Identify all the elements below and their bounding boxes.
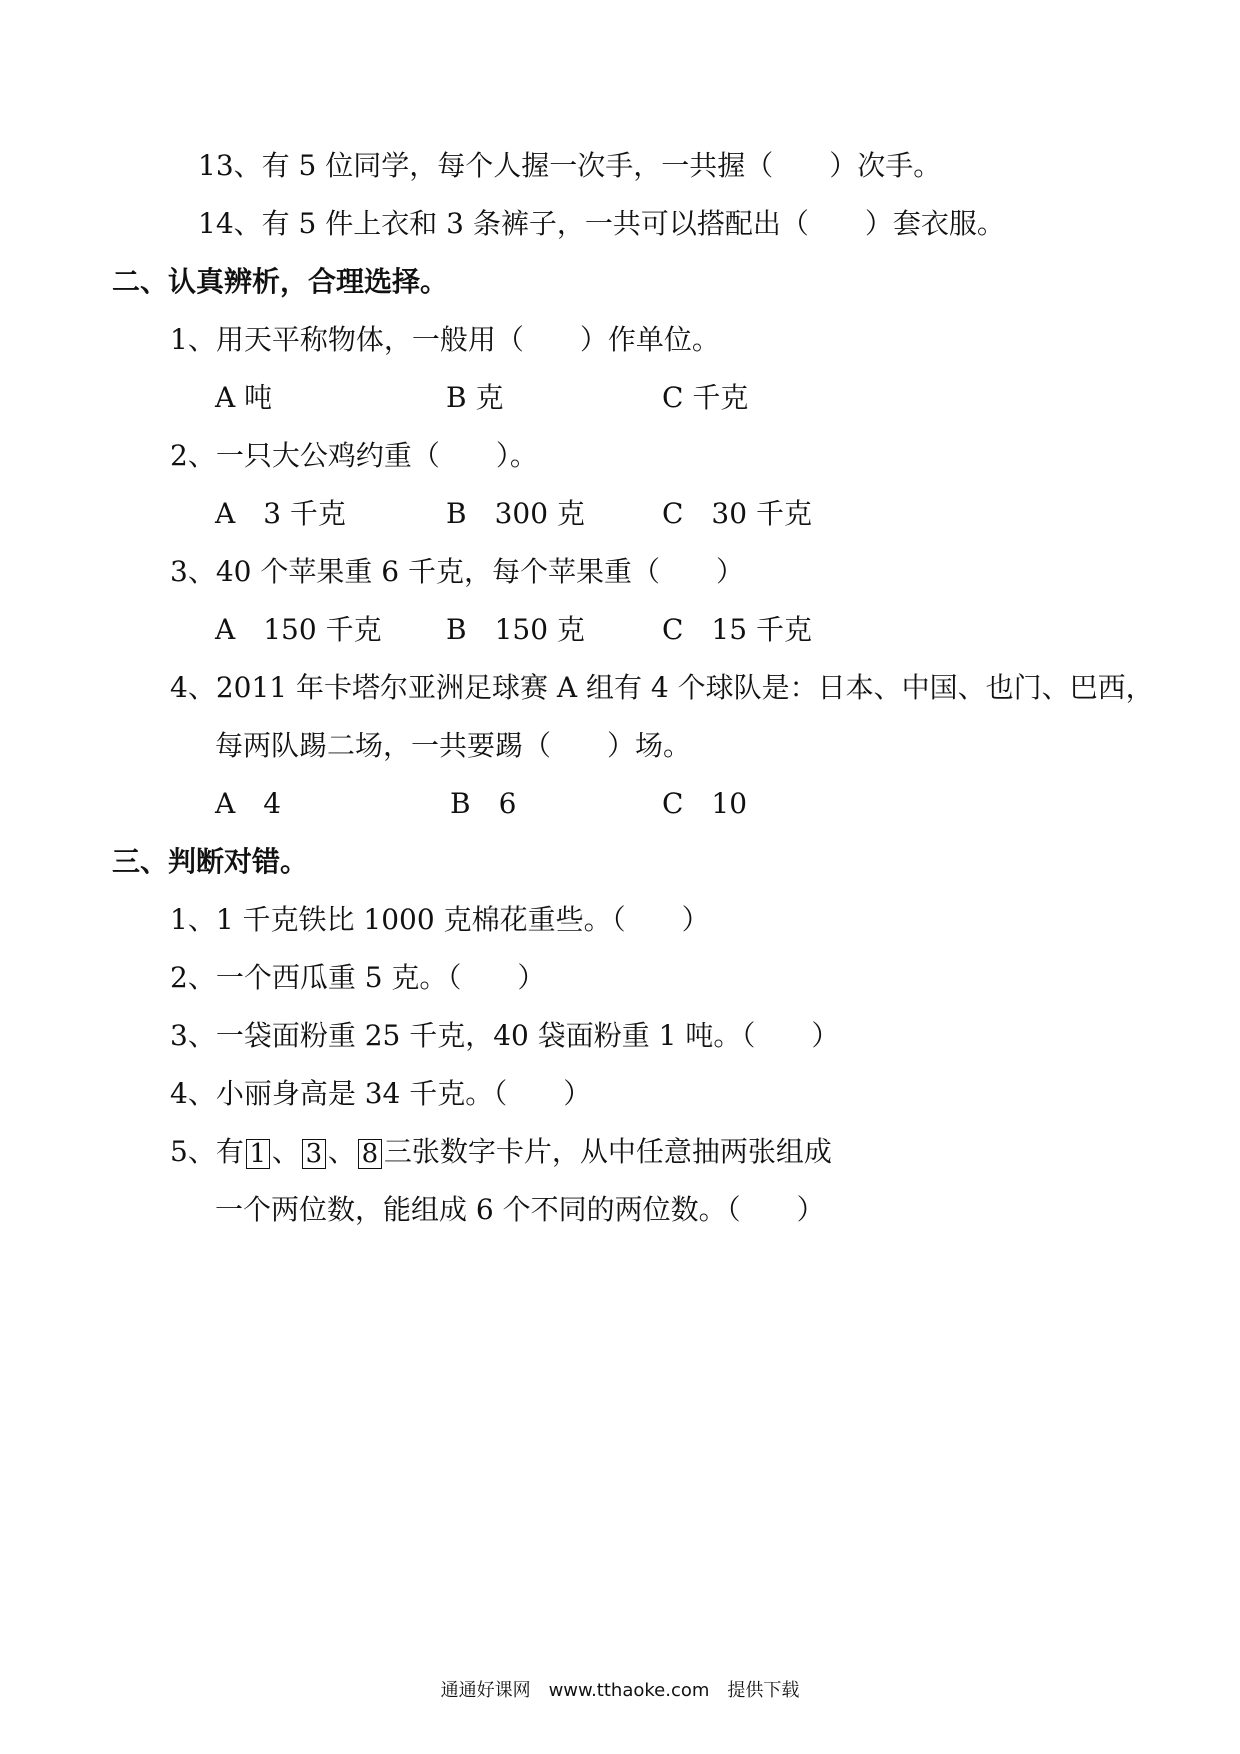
choice-question-3: 3、40 个苹果重 6 千克，每个苹果重（ ） bbox=[170, 555, 744, 588]
judge-question-4: 4、小丽身高是 34 千克。（ ） bbox=[170, 1077, 592, 1110]
section-2-heading: 二、认真辨析，合理选择。 bbox=[112, 265, 449, 298]
number-card-1: 1 bbox=[246, 1139, 270, 1169]
choice-1-option-b: B 克 bbox=[446, 381, 504, 414]
choice-4-option-b: B 6 bbox=[450, 787, 517, 820]
judge-question-5-line-1 bbox=[170, 1132, 832, 1172]
number-card-3: 3 bbox=[302, 1139, 326, 1169]
card-separator-1: 、 bbox=[271, 1135, 300, 1168]
judge-question-5-line-2: 一个两位数，能组成 6 个不同的两位数。（ ） bbox=[215, 1193, 825, 1226]
page-footer: 通通好课网 www.tthaoke.com 提供下载 bbox=[440, 1680, 800, 1701]
choice-2-option-b: B 300 克 bbox=[446, 497, 585, 530]
judge-5-prefix: 5、有 bbox=[170, 1135, 244, 1168]
judge-question-2: 2、一个西瓜重 5 克。（ ） bbox=[170, 961, 546, 994]
choice-3-option-c: C 15 千克 bbox=[662, 613, 812, 646]
choice-question-4-line-2: 每两队踢二场，一共要踢（ ）场。 bbox=[215, 729, 692, 762]
choice-3-option-b: B 150 克 bbox=[446, 613, 585, 646]
choice-3-option-a: A 150 千克 bbox=[215, 613, 382, 646]
judge-5-suffix: 三张数字卡片，从中任意抽两张组成 bbox=[383, 1135, 832, 1168]
judge-question-1: 1、1 千克铁比 1000 克棉花重些。（ ） bbox=[170, 903, 710, 936]
choice-2-option-c: C 30 千克 bbox=[662, 497, 812, 530]
card-separator-2: 、 bbox=[327, 1135, 356, 1168]
choice-1-option-a: A 吨 bbox=[215, 381, 273, 414]
choice-2-option-a: A 3 千克 bbox=[215, 497, 346, 530]
section-3-heading: 三、判断对错。 bbox=[112, 845, 309, 878]
judge-question-3: 3、一袋面粉重 25 千克，40 袋面粉重 1 吨。（ ） bbox=[170, 1019, 840, 1052]
number-card-8: 8 bbox=[358, 1139, 382, 1169]
choice-4-option-a: A 4 bbox=[215, 787, 282, 820]
question-13: 13、有 5 位同学，每个人握一次手，一共握（ ）次手。 bbox=[198, 149, 942, 182]
choice-4-option-c: C 10 bbox=[662, 787, 748, 820]
question-14: 14、有 5 件上衣和 3 条裤子，一共可以搭配出（ ）套衣服。 bbox=[198, 207, 1005, 240]
choice-question-1: 1、用天平称物体，一般用（ ）作单位。 bbox=[170, 323, 720, 356]
choice-question-2: 2、一只大公鸡约重（ ）。 bbox=[170, 439, 538, 472]
choice-question-4-line-1: 4、2011 年卡塔尔亚洲足球赛 A 组有 4 个球队是：日本、中国、也门、巴西， bbox=[170, 671, 1154, 704]
choice-1-option-c: C 千克 bbox=[662, 381, 749, 414]
